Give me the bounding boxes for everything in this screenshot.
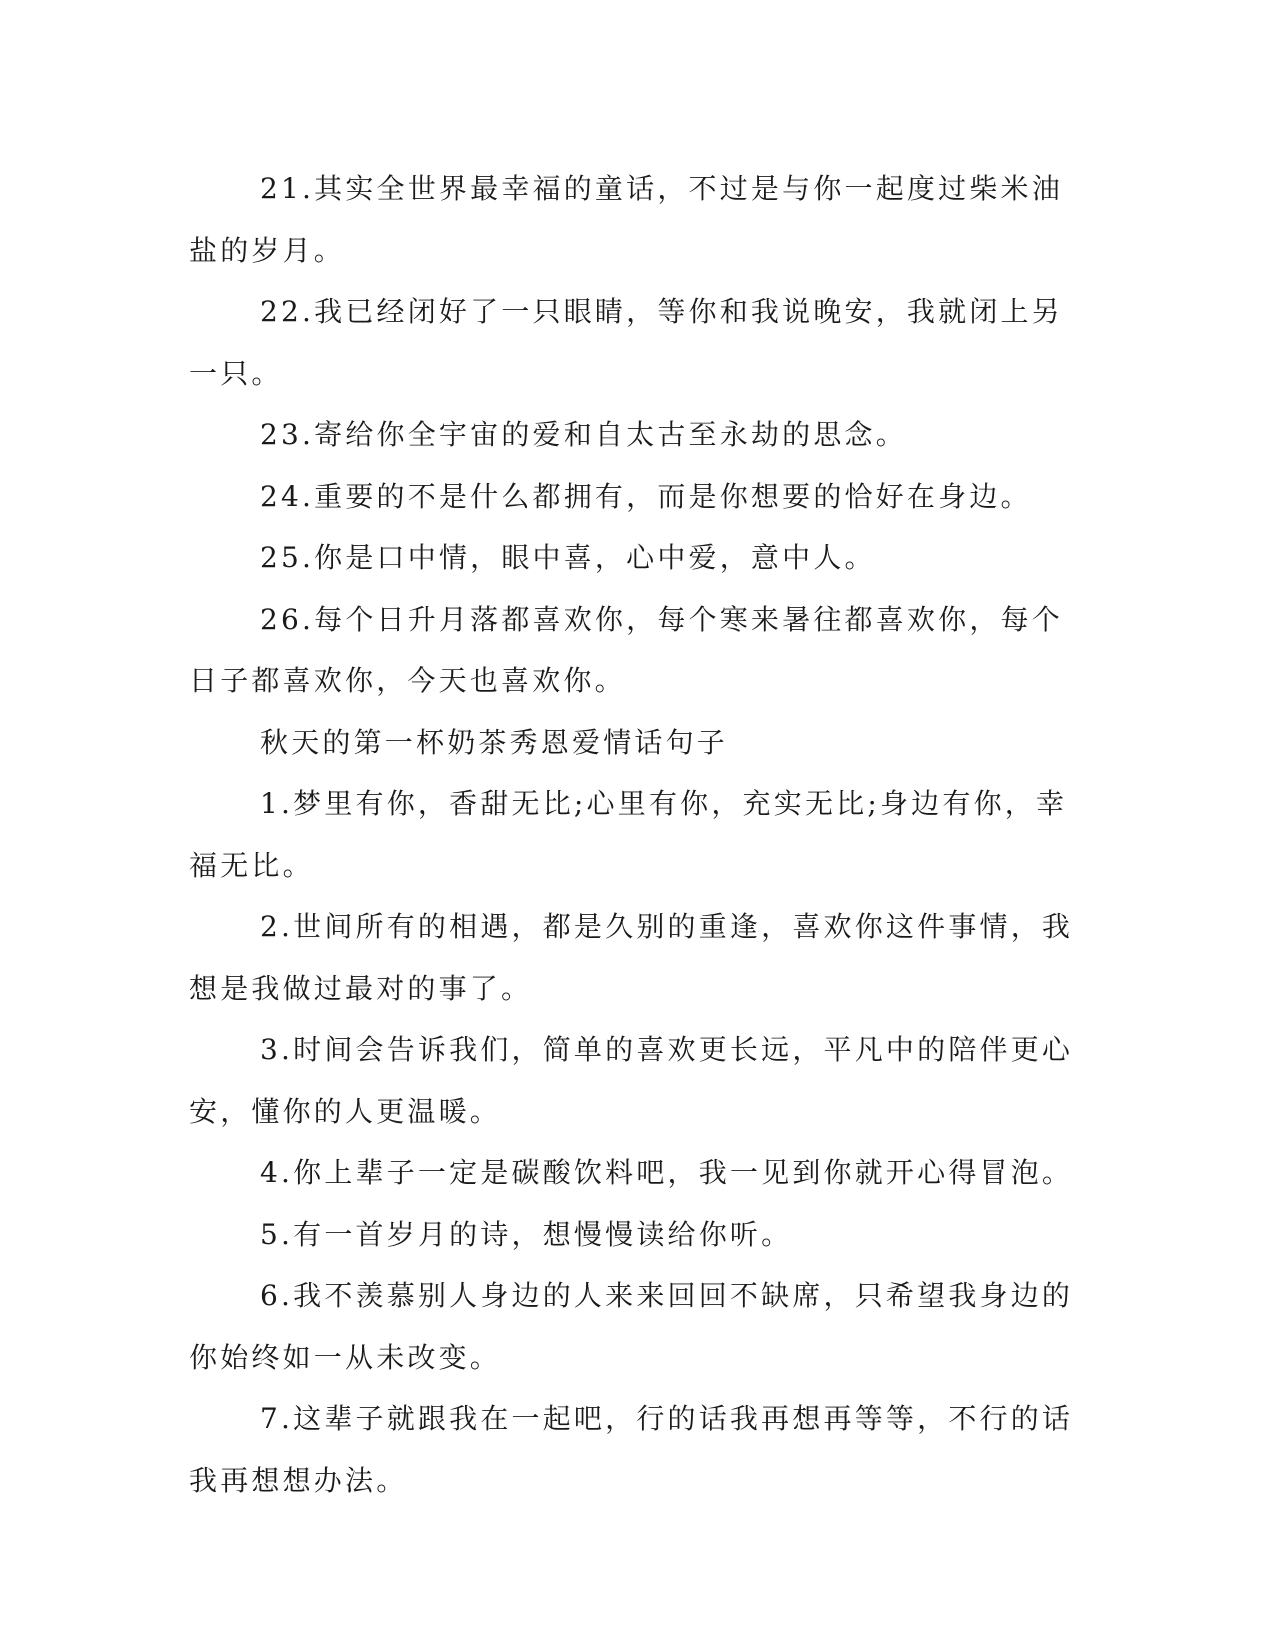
paragraph-3: 3.时间会告诉我们，简单的喜欢更长远，平凡中的陪伴更心安，懂你的人更温暖。 (189, 1033, 1074, 1128)
paragraph-22: 22.我已经闭好了一只眼睛，等你和我说晚安，我就闭上另一只。 (189, 295, 1063, 390)
paragraph-26: 26.每个日升月落都喜欢你，每个寒来暑往都喜欢你，每个日子都喜欢你，今天也喜欢你。 (189, 602, 1063, 697)
paragraph-7: 7.这辈子就跟我在一起吧，行的话我再想再等等，不行的话我再想想办法。 (189, 1402, 1074, 1497)
section-heading: 秋天的第一杯奶茶秀恩爱情话句子 (260, 725, 729, 759)
paragraph-6: 6.我不羡慕别人身边的人来来回回不缺席，只希望我身边的你始终如一从未改变。 (189, 1279, 1074, 1374)
paragraph-2: 2.世间所有的相遇，都是久别的重逢，喜欢你这件事情，我想是我做过最对的事了。 (189, 910, 1074, 1005)
paragraph-4: 4.你上辈子一定是碳酸饮料吧，我一见到你就开心得冒泡。 (260, 1156, 1074, 1189)
paragraph-24: 24.重要的不是什么都拥有，而是你想要的恰好在身边。 (260, 479, 1032, 513)
paragraph-21: 21.其实全世界最幸福的童话，不过是与你一起度过柴米油盐的岁月。 (189, 172, 1063, 267)
paragraph-25: 25.你是口中情，眼中喜，心中爱，意中人。 (260, 541, 876, 574)
document-body (189, 158, 1089, 1511)
paragraph-23: 23.寄给你全宇宙的爱和自太古至永劫的思念。 (260, 418, 907, 451)
paragraph-5: 5.有一首岁月的诗，想慢慢读给你听。 (260, 1217, 793, 1251)
paragraph-1: 1.梦里有你，香甜无比;心里有你，充实无比;身边有你，幸福无比。 (189, 787, 1068, 882)
